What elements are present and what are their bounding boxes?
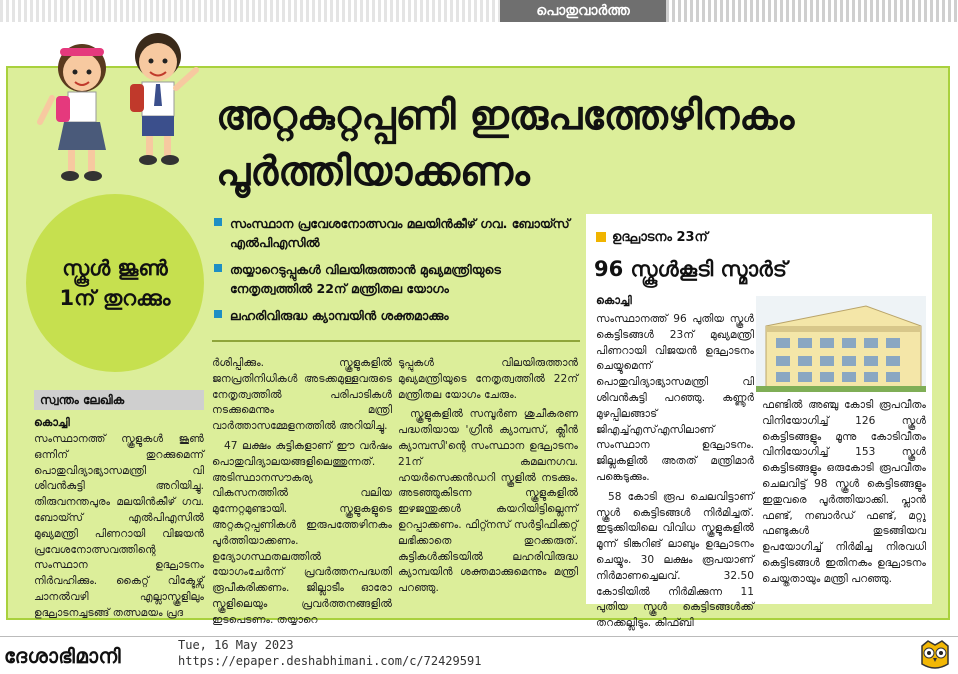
sidebar-kicker-text: ഉദ്ഘാടനം 23ന് (612, 230, 708, 245)
sidebar-paragraph: സംസ്ഥാനത്ത് 96 പുതിയ സ്കൂൾ കെട്ടിടങ്ങൾ 23ന് മുഖ്യമന്ത്രി പിണറായി വിജയൻ ഉദ്ഘാടനം ചെയ്യുമെന്ന് പൊതുവിദ്യാഭ്യാസമന്ത്രി വി ശിവൻകുട്ടി പറഞ്ഞു. കണ്ണൂർ മുഴപ്പിലങ്ങാട് ജിഎച്ച്എസ്എസിലാണ് സംസ്ഥാന ഉദ്ഘാടനം. ജില്ലകളിൽ അതത് മന്ത്രിമാർ പങ്കെടുക്കും. (596, 313, 754, 483)
byline: സ്വന്തം ലേഖിക (34, 390, 204, 410)
owl-icon[interactable] (918, 638, 952, 672)
key-point (214, 306, 584, 325)
sidebar-paragraph: 58 കോടി രൂപ ചെലവിട്ടാണ് സ്കൂൾ കെട്ടിടങ്ങൾ നിർമിച്ചത്. ഇടുക്കിയിലെ വിവിധ സ്കൂളുകളിൽ മൂന്ന് ടിങ്കറിങ് ലാബും ഉദ്ഘാടനം ചെയ്യും. 30 ലക്ഷം രൂപയാണ് നിർമാണച്ചെലവ്. 32.50 കോടിയിൽ നിർമിക്കുന്ന 11 പുതിയ സ്കൂൾ കെട്ടിടങ്ങൾക്ക് തറക്കല്ലിടും. കിഫ്ബി (596, 490, 754, 630)
article-column-3 (398, 356, 578, 601)
sidebar-title: 96 സ്കൂൾകൂടി സ്മാർട് (594, 257, 788, 281)
article-paragraph: ടുപ്പുകൾ വിലയിരുത്താൻ മുഖ്യമന്ത്രിയുടെ നേതൃത്വത്തിൽ 22ന് മന്ത്രിതല യോഗം ചേരും. (398, 357, 578, 401)
footer-meta (178, 637, 481, 669)
kicker-square-icon (596, 232, 606, 242)
sidebar-column-2 (762, 398, 926, 592)
headline: അറ്റകുറ്റപ്പണി ഇരുപത്തേഴിനകം പൂർത്തിയാക്കണം (216, 93, 795, 195)
bullet-square-icon (214, 218, 222, 226)
article-paragraph: ർശിപ്പിക്കും. സ്കൂളുകളിൽ ജനപ്രതിനിധികൾ അടക്കമുള്ളവരുടെ നേതൃത്വത്തിൽ പരിപാടികൾ നടക്കുമെന്നും മന്ത്രി വാർത്താസമ്മേളനത്തിൽ അറിയിച്ചു. (212, 357, 392, 433)
header-stripes-right (666, 0, 958, 22)
article-column-1 (34, 432, 204, 626)
key-point (214, 260, 584, 298)
bullet-square-icon (214, 310, 222, 318)
school-opening-highlight: സ്കൂൾ ജൂൺ 1ന് തുറക്കും (26, 194, 204, 372)
sidebar-column-1 (596, 312, 754, 636)
key-point-text: തയ്യാറെടുപ്പുകൾ വിലയിരുത്താൻ മുഖ്യമന്ത്രിയുടെ നേതൃത്വത്തിൽ 22ന് മന്ത്രിതല യോഗം (230, 262, 501, 296)
dateline-place: കൊച്ചി (34, 416, 70, 429)
article-paragraph: 47 ലക്ഷം കുട്ടികളാണ് ഈ വർഷം പൊതുവിദ്യാലയങ്ങളിലെത്തുന്നത്. അടിസ്ഥാനസൗകര്യ വികസനത്തിൽ വലിയ മുന്നേറ്റമുണ്ടായി. സ്കൂളുകളുടെ അറ്റകുറ്റപ്പണികൾ ഇരുപത്തേഴിനകം പൂർത്തിയാക്കണം. ഉദ്യോഗസ്ഥതലത്തിൽ യോഗംചേർന്ന് പ്രവർത്തനപദ്ധതി രൂപീകരിക്കണം. ജില്ലാടീം ഓരോ സ്കൂളിലെയും പ്രവർത്തനങ്ങളിൽ ഇടപെടണം. തയ്യാറെ (212, 439, 392, 626)
school-kids-illustration (30, 26, 205, 191)
section-label: പൊതുവാർത്ത (500, 0, 666, 22)
sidebar-paragraph: ഫണ്ടിൽ അഞ്ചു കോടി രൂപവീതം വിനിയോഗിച്ച് 126 സ്കൂൾ കെട്ടിടങ്ങളും മൂന്നു കോടിവീതം വിനിയോഗിച്ച് 153 സ്കൂൾ കെട്ടിടങ്ങളും ഒരുകോടി രൂപവീതം ചെലവിട്ട് 98 സ്കൂൾ കെട്ടിടങ്ങളും ഇതുവരെ പൂർത്തിയാക്കി. പ്ലാൻ ഫണ്ട്, നബാർഡ് ഫണ്ട്, മറ്റു ഫണ്ടുകൾ തുടങ്ങിയവ ഉപയോഗിച്ച് നിർമിച്ച നിരവധി കെട്ടിടങ്ങൾ ഇതിനകം ഉദ്ഘാടനം ചെയ്തതായും മന്ത്രി പറഞ്ഞു. (762, 399, 926, 585)
sidebar-place: കൊച്ചി (596, 294, 632, 307)
key-point-text: ലഹരിവിരുദ്ധ ക്യാമ്പയിൻ ശക്തമാക്കും (230, 308, 449, 323)
header-stripes-left (0, 0, 500, 22)
newspaper-logo: ദേശാഭിമാനി (4, 644, 122, 668)
article-paragraph: സ്കൂളുകളിൽ സമ്പൂർണ ശുചീകരണ പദ്ധതിയായ 'ഗ്രീൻ ക്യാമ്പസ്, ക്ലീൻ ക്യാമ്പസി'ന്റെ സംസ്ഥാന ഉദ്ഘാടനം 21ന് കമലനഗവ. ഹയർസെക്കൻഡറി സ്കൂളിൽ നടക്കും. അടഞ്ഞുകിടന്ന സ്കൂളുകളിൽ ഇഴജന്തുക്കൾ കയറിയിട്ടില്ലെന്ന് ഉറപ്പാക്കണം. ഫിറ്റ്നസ് സർട്ടിഫിക്കറ്റ് ലഭിക്കാതെ തുറക്കരുത്. കുട്ടികൾക്കിടയിൽ ലഹരിവിരുദ്ധ ക്യാമ്പയിൻ ശക്തമാക്കുമെന്നും മന്ത്രി പറഞ്ഞു. (398, 408, 578, 595)
epaper-url[interactable]: https://epaper.deshabhimani.com/c/72429591 (178, 654, 482, 668)
sidebar-kicker (596, 230, 708, 245)
key-points-list (214, 214, 584, 333)
school-building-photo (756, 296, 926, 392)
article-column-2 (212, 356, 392, 633)
edition-date: Tue, 16 May 2023 (178, 638, 294, 652)
section-divider (212, 340, 580, 342)
key-point (214, 214, 584, 252)
key-point-text: സംസ്ഥാന പ്രവേശനോത്സവം മലയിൻകീഴ് ഗവ. ബോയ്സ് എൽപിഎസിൽ (230, 216, 570, 250)
article-paragraph: സംസ്ഥാനത്ത് സ്കൂളുകൾ ജൂൺ ഒന്നിന് തുറക്കുമെന്ന് പൊതുവിദ്യാഭ്യാസമന്ത്രി വി ശിവൻകുട്ടി അറിയിച്ചു. തിരുവനന്തപുരം മലയിൻകീഴ് ഗവ. ബോയ്സ് എൽപിഎസിൽ മുഖ്യമന്ത്രി പിണറായി വിജയൻ പ്രവേശനോത്സവത്തിന്റെ സംസ്ഥാന ഉദ്ഘാടനം നിർവഹിക്കും. കൈറ്റ് വിക്ടേഴ്സ് ചാനൽവഴി എല്ലാസ്കൂളിലും ഉദ്ഘാടനച്ചടങ്ങ് തത്സമയം പ്രദ (34, 433, 204, 619)
bullet-square-icon (214, 264, 222, 272)
